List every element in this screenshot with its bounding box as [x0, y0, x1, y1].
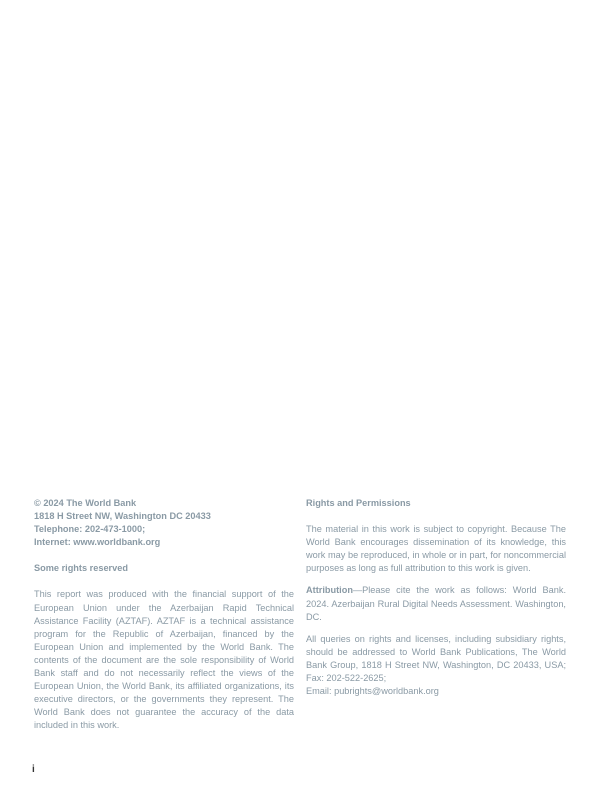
spacer: [306, 575, 566, 584]
page-number: i: [32, 764, 35, 775]
copyright-line: © 2024 The World Bank: [34, 498, 137, 508]
disclaimer-paragraph: This report was produced with the financial support of the European Union under the Azerbaijan Rapid Technical Assistance Facility (AZTAF). AZTAF is a technical assistance program for the Republic of Azerbaijan, financed by the European Union and implemented by the World Bank. The contents of the document are the sole responsibility of World Bank staff and do not necessarily reflect the views of the European Union, the World Bank, its affiliated organizations, its executive directors, or the governments they represent. The World Bank does not guarantee the accuracy of the data included in this work.: [34, 589, 294, 731]
left-column: [34, 497, 294, 733]
rights-heading: Some rights reserved: [34, 563, 128, 574]
rights-permissions-heading: Rights and Permissions: [306, 498, 411, 508]
spacer: [34, 549, 294, 562]
spacer: [306, 624, 566, 633]
telephone-line: Telephone: 202-473-1000;: [34, 524, 146, 535]
spacer: [34, 575, 294, 588]
email-line: Email: pubrights@worldbank.org: [306, 686, 439, 697]
attribution-label: Attribution: [306, 585, 353, 596]
copyright-paragraph: The material in this work is subject to copyright. Because The World Bank encourages dissemination of its knowledge, this work may be reproduced, in whole or in part, for noncommercial purposes as long as full attribution to this work is given.: [306, 524, 566, 574]
address-line: 1818 H Street NW, Washington DC 20433: [34, 511, 211, 522]
attribution-text: Please cite the work as follows: World Bank. 2024. Azerbaijan Rural Digital Needs Assessment. Washington, DC.: [306, 585, 566, 622]
queries-paragraph: All queries on rights and licenses, including subsidiary rights, should be addressed to World Bank Publications, The World Bank Group, 1818 H Street NW, Washington, DC 20433, USA; Fax: 202-522-2625;: [306, 633, 566, 684]
spacer: [306, 510, 566, 523]
internet-line: Internet: www.worldbank.org: [34, 537, 161, 548]
right-column: [306, 497, 566, 698]
attribution-dash: —: [352, 585, 363, 596]
attribution-paragraph: [306, 584, 566, 623]
